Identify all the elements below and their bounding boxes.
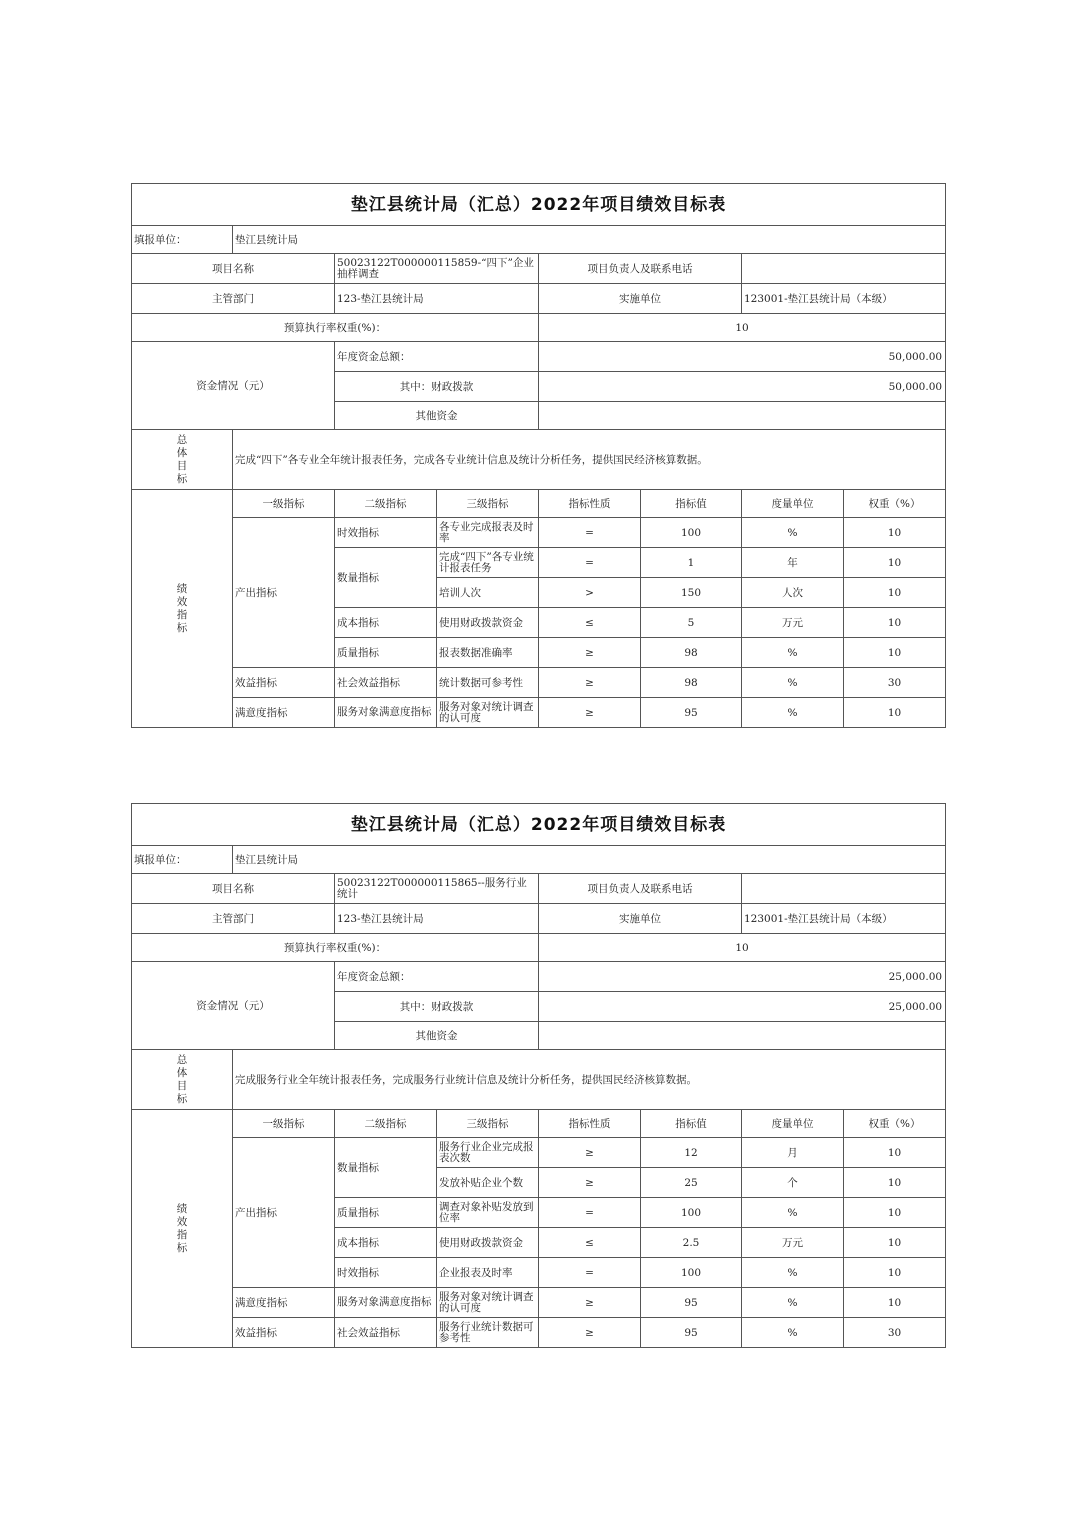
unit-cell: 个 <box>742 1168 844 1198</box>
weight-cell: 10 <box>844 1138 946 1168</box>
l3-cell: 服务对象对统计调查的认可度 <box>437 698 539 728</box>
value-cell: 95 <box>641 698 742 728</box>
weight-cell: 10 <box>844 1228 946 1258</box>
header-weight: 权重（%） <box>844 1110 946 1138</box>
project-name-label: 项目名称 <box>132 254 335 284</box>
other-funds-label: 其他资金 <box>335 1022 539 1050</box>
l2-cell: 成本指标 <box>335 1228 437 1258</box>
budget-weight-value: 10 <box>539 934 946 962</box>
fill-unit-value: 垫江县统计局 <box>233 226 946 254</box>
l3-cell: 企业报表及时率 <box>437 1258 539 1288</box>
weight-cell: 10 <box>844 1288 946 1318</box>
owner-label: 项目负责人及联系电话 <box>539 254 742 284</box>
annual-total-value: 25,000.00 <box>539 962 946 992</box>
value-cell: 98 <box>641 638 742 668</box>
l3-cell: 发放补贴企业个数 <box>437 1168 539 1198</box>
nature-cell: ≥ <box>539 1288 641 1318</box>
impl-label: 实施单位 <box>539 904 742 934</box>
unit-cell: % <box>742 698 844 728</box>
header-l1: 一级指标 <box>233 1110 335 1138</box>
header-l3: 三级指标 <box>437 1110 539 1138</box>
l3-cell: 统计数据可参考性 <box>437 668 539 698</box>
value-cell: 25 <box>641 1168 742 1198</box>
unit-cell: 万元 <box>742 608 844 638</box>
weight-cell: 10 <box>844 518 946 548</box>
value-cell: 95 <box>641 1318 742 1348</box>
table-row <box>132 698 946 728</box>
value-cell: 2.5 <box>641 1228 742 1258</box>
l2-cell: 时效指标 <box>335 518 437 548</box>
unit-cell: % <box>742 518 844 548</box>
perf-label: 绩 效 指 标 <box>132 1110 233 1348</box>
unit-cell: % <box>742 1288 844 1318</box>
unit-cell: 人次 <box>742 578 844 608</box>
header-weight: 权重（%） <box>844 490 946 518</box>
weight-cell: 10 <box>844 1168 946 1198</box>
l1-cell: 效益指标 <box>233 1318 335 1348</box>
other-funds-value <box>539 402 946 430</box>
table-row <box>132 1288 946 1318</box>
nature-cell: ≥ <box>539 698 641 728</box>
value-cell: 95 <box>641 1288 742 1318</box>
value-cell: 98 <box>641 668 742 698</box>
unit-cell: 年 <box>742 548 844 578</box>
nature-cell: ≥ <box>539 1138 641 1168</box>
fiscal-label: 其中：财政拨款 <box>335 372 539 402</box>
impl-label: 实施单位 <box>539 284 742 314</box>
l2-cell: 社会效益指标 <box>335 1318 437 1348</box>
unit-cell: % <box>742 1198 844 1228</box>
header-l1: 一级指标 <box>233 490 335 518</box>
annual-total-value: 50,000.00 <box>539 342 946 372</box>
header-nature: 指标性质 <box>539 1110 641 1138</box>
header-nature: 指标性质 <box>539 490 641 518</box>
weight-cell: 10 <box>844 548 946 578</box>
l1-cell: 产出指标 <box>233 518 335 668</box>
budget-weight-value: 10 <box>539 314 946 342</box>
nature-cell: ≥ <box>539 668 641 698</box>
goal-text: 完成“四下”各专业全年统计报表任务，完成各专业统计信息及统计分析任务，提供国民经济核算数据。 <box>233 430 946 490</box>
l1-cell: 满意度指标 <box>233 1288 335 1318</box>
annual-total-label: 年度资金总额： <box>335 962 539 992</box>
unit-cell: % <box>742 638 844 668</box>
nature-cell: = <box>539 1258 641 1288</box>
other-funds-label: 其他资金 <box>335 402 539 430</box>
dept-value: 123-垫江县统计局 <box>335 904 539 934</box>
unit-cell: 月 <box>742 1138 844 1168</box>
l2-cell: 服务对象满意度指标 <box>335 1288 437 1318</box>
l2-cell: 质量指标 <box>335 638 437 668</box>
owner-label: 项目负责人及联系电话 <box>539 874 742 904</box>
value-cell: 100 <box>641 518 742 548</box>
impl-value: 123001-垫江县统计局（本级） <box>742 284 946 314</box>
header-l3: 三级指标 <box>437 490 539 518</box>
fiscal-value: 25,000.00 <box>539 992 946 1022</box>
nature-cell: ≥ <box>539 1318 641 1348</box>
l3-cell: 使用财政拨款资金 <box>437 1228 539 1258</box>
header-value: 指标值 <box>641 490 742 518</box>
l1-cell: 满意度指标 <box>233 698 335 728</box>
unit-cell: % <box>742 1318 844 1348</box>
owner-value <box>742 254 946 284</box>
l2-cell: 质量指标 <box>335 1198 437 1228</box>
value-cell: 150 <box>641 578 742 608</box>
l2-cell: 数量指标 <box>335 548 437 608</box>
l3-cell: 完成“四下”各专业统计报表任务 <box>437 548 539 578</box>
header-unit: 度量单位 <box>742 1110 844 1138</box>
table-row <box>132 1318 946 1348</box>
impl-value: 123001-垫江县统计局（本级） <box>742 904 946 934</box>
weight-cell: 30 <box>844 1318 946 1348</box>
l2-cell: 服务对象满意度指标 <box>335 698 437 728</box>
value-cell: 1 <box>641 548 742 578</box>
nature-cell: ≤ <box>539 1228 641 1258</box>
l3-cell: 培训人次 <box>437 578 539 608</box>
goal-text: 完成服务行业全年统计报表任务，完成服务行业统计信息及统计分析任务，提供国民经济核算数据。 <box>233 1050 946 1110</box>
owner-value <box>742 874 946 904</box>
l2-cell: 时效指标 <box>335 1258 437 1288</box>
perf-label: 绩 效 指 标 <box>132 490 233 728</box>
table-title: 垫江县统计局（汇总）2022年项目绩效目标表 <box>132 804 946 846</box>
fiscal-label: 其中：财政拨款 <box>335 992 539 1022</box>
l3-cell: 服务行业统计数据可参考性 <box>437 1318 539 1348</box>
funds-label: 资金情况（元） <box>132 962 335 1050</box>
funds-label: 资金情况（元） <box>132 342 335 430</box>
other-funds-value <box>539 1022 946 1050</box>
dept-label: 主管部门 <box>132 904 335 934</box>
goal-label: 总 体 目 标 <box>132 430 233 490</box>
nature-cell: = <box>539 518 641 548</box>
fill-unit-label: 填报单位： <box>132 846 233 874</box>
weight-cell: 30 <box>844 668 946 698</box>
fiscal-value: 50,000.00 <box>539 372 946 402</box>
dept-value: 123-垫江县统计局 <box>335 284 539 314</box>
weight-cell: 10 <box>844 608 946 638</box>
l3-cell: 使用财政拨款资金 <box>437 608 539 638</box>
l2-cell: 成本指标 <box>335 608 437 638</box>
l3-cell: 报表数据准确率 <box>437 638 539 668</box>
value-cell: 12 <box>641 1138 742 1168</box>
project-name-value: 50023122T000000115865--服务行业统计 <box>335 874 539 904</box>
l1-cell: 效益指标 <box>233 668 335 698</box>
value-cell: 100 <box>641 1258 742 1288</box>
project-name-label: 项目名称 <box>132 874 335 904</box>
value-cell: 100 <box>641 1198 742 1228</box>
performance-table-1 <box>131 183 945 728</box>
performance-table-2 <box>131 803 945 1348</box>
weight-cell: 10 <box>844 698 946 728</box>
project-name-value: 50023122T000000115859-“四下”企业抽样调查 <box>335 254 539 284</box>
nature-cell: ≥ <box>539 638 641 668</box>
unit-cell: % <box>742 1258 844 1288</box>
annual-total-label: 年度资金总额： <box>335 342 539 372</box>
l3-cell: 服务行业企业完成报表次数 <box>437 1138 539 1168</box>
nature-cell: > <box>539 578 641 608</box>
unit-cell: % <box>742 668 844 698</box>
l1-cell: 产出指标 <box>233 1138 335 1288</box>
value-cell: 5 <box>641 608 742 638</box>
goal-label: 总 体 目 标 <box>132 1050 233 1110</box>
fill-unit-value: 垫江县统计局 <box>233 846 946 874</box>
budget-weight-label: 预算执行率权重(%)： <box>132 934 539 962</box>
nature-cell: ≥ <box>539 1168 641 1198</box>
header-unit: 度量单位 <box>742 490 844 518</box>
weight-cell: 10 <box>844 1258 946 1288</box>
l3-cell: 调查对象补贴发放到位率 <box>437 1198 539 1228</box>
l3-cell: 服务对象对统计调查的认可度 <box>437 1288 539 1318</box>
l3-cell: 各专业完成报表及时率 <box>437 518 539 548</box>
dept-label: 主管部门 <box>132 284 335 314</box>
fill-unit-label: 填报单位： <box>132 226 233 254</box>
header-l2: 二级指标 <box>335 1110 437 1138</box>
l2-cell: 数量指标 <box>335 1138 437 1198</box>
header-value: 指标值 <box>641 1110 742 1138</box>
weight-cell: 10 <box>844 1198 946 1228</box>
budget-weight-label: 预算执行率权重(%)： <box>132 314 539 342</box>
l2-cell: 社会效益指标 <box>335 668 437 698</box>
weight-cell: 10 <box>844 638 946 668</box>
nature-cell: = <box>539 1198 641 1228</box>
unit-cell: 万元 <box>742 1228 844 1258</box>
header-l2: 二级指标 <box>335 490 437 518</box>
table-row <box>132 668 946 698</box>
weight-cell: 10 <box>844 578 946 608</box>
nature-cell: ≤ <box>539 608 641 638</box>
nature-cell: = <box>539 548 641 578</box>
table-row <box>132 1138 946 1168</box>
table-row <box>132 518 946 548</box>
table-title: 垫江县统计局（汇总）2022年项目绩效目标表 <box>132 184 946 226</box>
